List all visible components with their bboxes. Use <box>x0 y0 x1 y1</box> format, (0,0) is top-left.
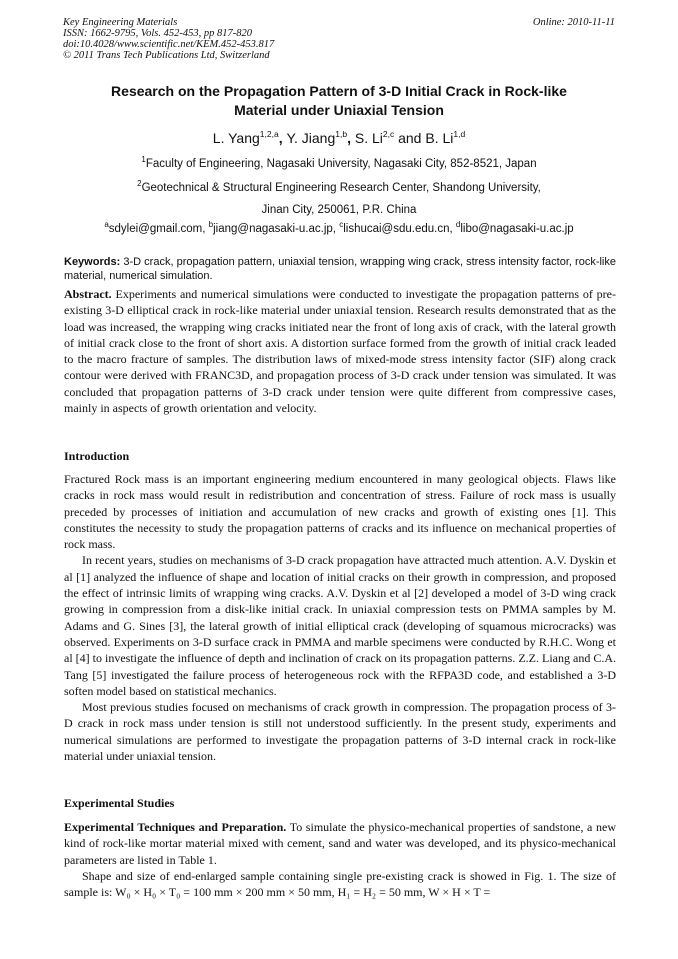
author-name: S. Li <box>354 130 383 146</box>
section-heading-introduction: Introduction <box>64 449 130 463</box>
keywords-label: Keywords: <box>64 256 121 268</box>
online-date: Online: 2010-11-11 <box>532 17 615 28</box>
introduction-body <box>64 471 616 764</box>
paragraph: Fractured Rock mass is an important engineering medium encountered in many geological objects. Flaws like cracks in rock mass would result in redistribution and concentration of stress. Failure of rock mass is usually preceded by processes of initiation and accumulation of new cracks and growth of existing ones [1]. This constitutes the necessity to study the propagation patterns of cracks and its influence on mechanical properties of rock mass. <box>64 472 616 552</box>
email-link: lishucai@sdu.edu.cn, <box>343 223 456 235</box>
author-name: B. Li <box>425 130 454 146</box>
author-sup: 1,2,a <box>259 129 279 139</box>
author-sup: 1,b <box>335 129 348 139</box>
journal-issn: ISSN: 1662-9795, Vols. 452-453, pp 817-820 <box>63 28 252 39</box>
author-name: Y. Jiang <box>286 130 336 146</box>
paragraph: Shape and size of end-enlarged sample containing single pre-existing crack is showed in Fig. 1. The size of sample is: W₀ × H₀ × T₀ = 100 mm × 200 mm × 50 mm, H₁ = H₂ = 50 mm, W × H × T = <box>64 868 616 900</box>
paragraph: In recent years, studies on mechanisms of 3-D crack propagation have attracted much attention. A.V. Dyskin et al [1] analyzed the influence of shape and location of initial cracks on their growth in compression, and proposed the effect of intrinsic limits of wrapping wing cracks. A.V. Dyskin et al [2] developed a model of 3-D wing crack growing in compression from a disk-like initial crack. In uniaxial compression tests on PMMA samples by M. Adams and G. Sines [3], the lateral growth of initial elliptical crack (developing of squamous microcracks) was observed. Experiments on 3-D surface crack in PMMA and marble specimens were conducted by R.H.C. Wong et al [4] to investigate the influence of depth and inclination of crack on its propagation patterns. Z.Z. Liang and C.A. Tang [5] investigated the failure process of heterogeneous rock with the RFPA3D code, and established a 3-D soften model based on statistical mechanics. <box>64 553 616 698</box>
author-sup: 2,c <box>382 129 395 139</box>
abstract-label: Abstract. <box>64 287 112 301</box>
email-link: sdylei@gmail.com, <box>108 223 209 235</box>
sub-heading: Experimental Techniques and Preparation. <box>64 820 287 834</box>
paper-title-line-1: Research on the Propagation Pattern of 3-D Initial Crack in Rock-like <box>111 83 567 99</box>
affiliation-1: $^1$Faculty of Engineering, Nagasaki University, Nagasaki City, 852-8521, Japan <box>141 155 537 170</box>
abstract-text: Experiments and numerical simulations were conducted to investigate the propagation patterns of pre-existing 3-D elliptical crack in rock-like material under uniaxial tension. Research results demonstrated that as the load was increased, the wrapping wing cracks initiated near the front of long axis of crack, with the lateral growth of initial crack close to the front of short axis. A distortion surface formed from the growth of initial crack leaded to the macro fracture of samples. The distribution laws of mixed-mode stress intensity factor (SIF) along crack contour were derived with FRANC3D, and propagation process of 3-D crack under tension was simulated. It was concluded that propagation patterns of 3-D crack under tension were quite different from compressive cases, mainly in aspects of growth orientation and velocity. <box>64 287 616 416</box>
paper-title-line-2: Material under Uniaxial Tension <box>234 102 444 118</box>
author-sup: 1,d <box>453 129 466 139</box>
keywords-text: 3-D crack, propagation pattern, uniaxial tension, wrapping wing crack, stress intensity factor, rock-like material, numerical simulation. <box>64 256 616 282</box>
journal-header <box>63 17 615 61</box>
experimental-body <box>64 819 616 900</box>
author-and: and <box>394 130 426 146</box>
keywords-block <box>64 256 616 283</box>
section-heading-experimental: Experimental Studies <box>64 796 175 810</box>
affiliation-2: $^2$Geotechnical & Structural Engineering Research Center, Shandong University, <box>137 179 541 194</box>
journal-name: Key Engineering Materials <box>63 17 178 28</box>
email-list: $^a$sdylei@gmail.com, $^b$jiang@nagasaki-u.ac.jp, $^c$lishucai@sdu.edu.cn, $^d$libo@nagasaki-u.ac.jp <box>104 220 574 235</box>
journal-copyright: © 2011 Trans Tech Publications Ltd, Switzerland <box>63 50 270 61</box>
affiliation-2-cont: Jinan City, 250061, P.R. China <box>261 204 417 216</box>
author-list <box>40 129 638 147</box>
email-link: libo@nagasaki-u.ac.jp <box>460 223 574 235</box>
author-name: L. Yang <box>212 130 260 146</box>
email-link: jiang@nagasaki-u.ac.jp, <box>213 223 340 235</box>
abstract-block <box>64 286 616 416</box>
author-separator: , <box>278 130 287 146</box>
paper-title <box>40 82 638 120</box>
paragraph: Most previous studies focused on mechanisms of crack growth in compression. The propagation process of 3-D crack in rock mass under tension is still not understood sufficiently. In the present study, experiments and numerical simulations are performed to investigate the propagation patterns of 3-D internal crack in rock-like material under uniaxial tension. <box>64 700 616 764</box>
paragraph: Experimental Techniques and Preparation. To simulate the physico-mechanical properties of sandstone, a new kind of rock-like mortar material mixed with cement, sand and water was developed, and its physico-mechanical parameters are listed in Table 1. <box>64 820 616 867</box>
author-separator: , <box>347 130 355 146</box>
journal-doi: doi:10.4028/www.scientific.net/KEM.452-453.817 <box>63 39 275 50</box>
